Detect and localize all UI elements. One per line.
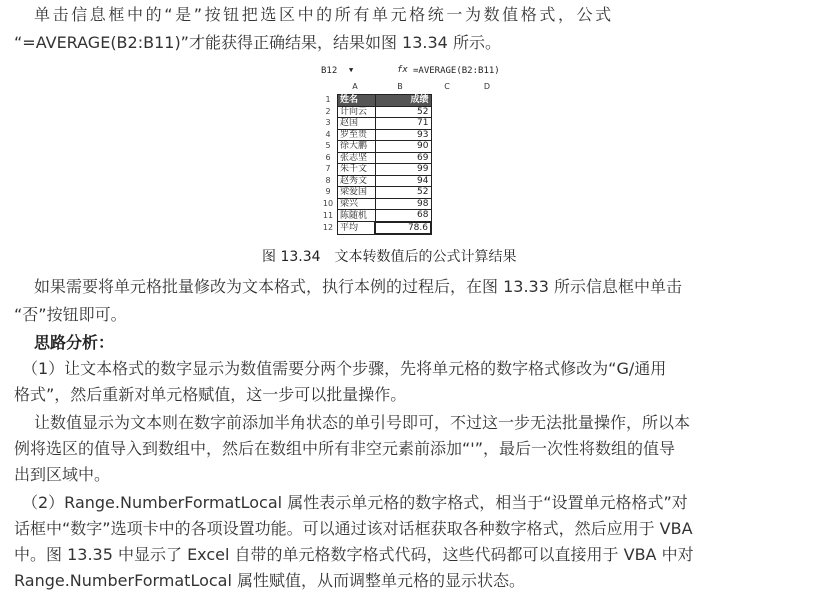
- paragraph-line: 格式”，然后重新对单元格赋值，这一步可以批量操作。: [14, 385, 407, 404]
- name-box: B12: [321, 66, 338, 76]
- paragraph-line: 单击信息框中的“是”按钮把选区中的所有单元格统一为数值格式，公式: [34, 5, 614, 24]
- paragraph-line: 让数值显示为文本则在数字前添加半角状态的单引号即可，不过这一步无法批量操作，所以本: [34, 413, 691, 432]
- score-cell: 78.6: [375, 222, 431, 235]
- table-row: [319, 198, 431, 210]
- score-cell: 94: [375, 175, 431, 187]
- paragraph-line: （1）让文本格式的数字显示为数值需要分两个步骤，先将单元格的数字格式修改为“G/通用: [22, 359, 667, 378]
- table-row: [319, 175, 431, 187]
- table-row: [319, 152, 431, 164]
- table-row: [319, 164, 431, 176]
- score-cell: 68: [375, 210, 431, 222]
- row-number: 11: [322, 210, 334, 220]
- row-number: 1: [325, 95, 331, 105]
- row-number: 3: [325, 118, 331, 128]
- table-row: [319, 95, 431, 107]
- table-row: [319, 187, 431, 199]
- formula-bar: [317, 64, 507, 80]
- name-cell: 朱千文: [338, 164, 376, 176]
- column-header: A: [352, 82, 358, 91]
- score-cell: 98: [375, 198, 431, 210]
- figure-caption: [262, 246, 517, 266]
- fx-icon: fx: [397, 65, 408, 75]
- row-number: 4: [325, 129, 331, 139]
- data-table: [319, 94, 432, 235]
- score-cell: 99: [375, 164, 431, 176]
- caption-number: 图 13.34: [262, 249, 321, 265]
- score-cell: 71: [375, 118, 431, 130]
- table-row: [319, 118, 431, 130]
- name-cell: 计向云: [338, 106, 376, 118]
- paragraph-line: 话框中“数字”选项卡中的各项设置功能。可以通过该对话框获取各种数字格式，然后应用于 VBA: [14, 519, 693, 538]
- paragraph-line: 例将选区的值导入到数组中，然后在数组中所有非空元素前添加“'”，最后一次性将数组的值导: [14, 439, 675, 458]
- paragraph-line: （2）Range.NumberFormatLocal 属性表示单元格的数字格式，相当于“设置单元格格式”对: [22, 493, 688, 512]
- table-row: [319, 210, 431, 222]
- row-number: 8: [325, 175, 331, 185]
- score-cell: 成绩: [375, 95, 431, 107]
- row-number: 9: [325, 187, 331, 197]
- column-header: D: [483, 82, 491, 91]
- table-row: [319, 129, 431, 141]
- score-cell: 90: [375, 141, 431, 153]
- column-header: B: [397, 82, 403, 91]
- name-cell: 陈随机: [338, 210, 376, 222]
- row-number: 7: [325, 164, 331, 174]
- score-cell: 52: [375, 187, 431, 199]
- score-cell: 93: [375, 129, 431, 141]
- name-cell: 张志坚: [338, 152, 376, 164]
- column-header: C: [444, 82, 450, 91]
- row-number: 6: [325, 152, 331, 162]
- name-cell: 赵国: [338, 118, 376, 130]
- table-row: [319, 222, 431, 235]
- caption-text: 文本转数值后的公式计算结果: [334, 249, 517, 265]
- name-cell: 赵秀文: [338, 175, 376, 187]
- name-cell: 姓名: [338, 95, 376, 107]
- formula-text: =AVERAGE(B2:B11): [413, 66, 500, 76]
- name-cell: 徐大鹏: [338, 141, 376, 153]
- paragraph-line: 如果需要将单元格批量修改为文本格式，执行本例的过程后，在图 13.33 所示信息框中单击: [34, 277, 682, 296]
- name-cell: 梁爱国: [338, 187, 376, 199]
- section-heading: 思路分析：: [34, 333, 115, 352]
- row-number: 5: [325, 141, 331, 151]
- chevron-down-icon: ▼: [349, 66, 354, 74]
- score-cell: 52: [375, 106, 431, 118]
- paragraph-line: “否”按钮即可。: [14, 305, 127, 324]
- paragraph-line: 中。图 13.35 中显示了 Excel 自带的单元格数字格式代码，这些代码都可以直接用于 VBA 中对: [14, 545, 694, 564]
- spreadsheet-figure: [317, 64, 507, 240]
- paragraph-line: 出到区域中。: [14, 465, 111, 484]
- table-row: [319, 141, 431, 153]
- paragraph-line: Range.NumberFormatLocal 属性赋值，从而调整单元格的显示状态。: [14, 571, 526, 590]
- name-cell: 平均: [338, 222, 376, 235]
- row-number: 2: [325, 106, 331, 116]
- table-row: [319, 106, 431, 118]
- row-number: 12: [322, 222, 334, 232]
- score-cell: 69: [375, 152, 431, 164]
- name-cell: 梁兴: [338, 198, 376, 210]
- paragraph-line: “=AVERAGE(B2:B11)”才能获得正确结果，结果如图 13.34 所示。: [14, 33, 501, 52]
- name-cell: 罗至贵: [338, 129, 376, 141]
- row-number: 10: [322, 198, 334, 208]
